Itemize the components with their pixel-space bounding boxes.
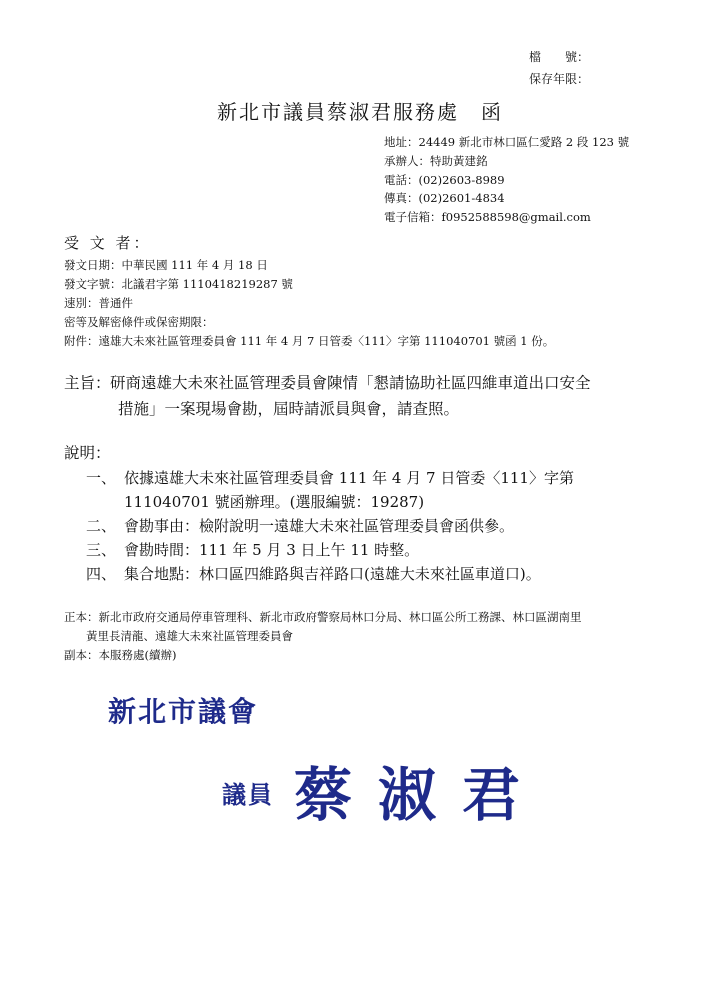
contact-fax: 傳真：(02)2601-4834: [384, 191, 505, 205]
explanation-item-text: 會勘時間：111 年 5 月 3 日上午 11 時整。: [124, 541, 420, 559]
subject-line-2: 措施」一案現場會勘，屆時請派員與會，請查照。: [118, 400, 460, 418]
distribution-main-cont: 黃里長清龍、遠雄大未來社區管理委員會: [86, 629, 293, 643]
issue-number: 發文字號：北議君字第 1110418219287 號: [64, 277, 293, 291]
seal-councilor-name: 蔡淑君: [294, 761, 547, 829]
delivery-speed: 速別：普通件: [64, 296, 133, 310]
filing-number: 檔 號：: [528, 50, 589, 64]
distribution-copy: 副本：本服務處(續辦): [64, 648, 177, 662]
explanation-label: 說明：: [64, 444, 111, 462]
explanation-item-num: 一、: [86, 469, 117, 487]
explanation-item-num: 二、: [86, 517, 117, 535]
explanation-item-num: 三、: [86, 541, 117, 559]
subject-line-1: 研商遠雄大未來社區管理委員會陳情「懇請協助社區四維車道出口安全: [110, 374, 591, 392]
seal-council-name: 新北市議會: [108, 695, 259, 728]
subject-label: 主旨：: [64, 374, 111, 392]
contact-phone: 電話：(02)2603-8989: [384, 173, 505, 187]
secrecy-level: 密等及解密條件或保密期限：: [64, 315, 214, 329]
issue-date: 發文日期：中華民國 111 年 4 月 18 日: [64, 258, 268, 272]
explanation-item-text: 集合地點：林口區四維路與吉祥路口(遠雄大未來社區車道口)。: [124, 565, 541, 583]
distribution-main: 正本：新北市政府交通局停車管理科、新北市政府警察局林口分局、林口區公所工務課、林口區湖南里: [64, 610, 582, 624]
recipient-label: 受 文 者：: [64, 234, 152, 252]
explanation-item-text: 依據遠雄大未來社區管理委員會 111 年 4 月 7 日管委〈111〉字第: [124, 469, 574, 487]
contact-email: 電子信箱：f0952588598@gmail.com: [384, 210, 591, 224]
explanation-item-text-cont: 111040701 號函辦理。(選服編號：19287): [124, 493, 425, 511]
document-title: 新北市議員蔡淑君服務處 函: [217, 100, 503, 124]
seal-role: 議員: [222, 780, 274, 809]
explanation-item-num: 四、: [86, 565, 117, 583]
contact-address: 地址：24449 新北市林口區仁愛路 2 段 123 號: [384, 135, 630, 149]
retention-period: 保存年限：: [528, 72, 589, 86]
contact-handler: 承辦人：特助黃建銘: [384, 154, 488, 168]
explanation-item-text: 會勘事由：檢附說明一遠雄大未來社區管理委員會函供參。: [124, 517, 515, 535]
attachment: 附件：遠雄大未來社區管理委員會 111 年 4 月 7 日管委〈111〉字第 111040701 號函 1 份。: [64, 334, 555, 348]
